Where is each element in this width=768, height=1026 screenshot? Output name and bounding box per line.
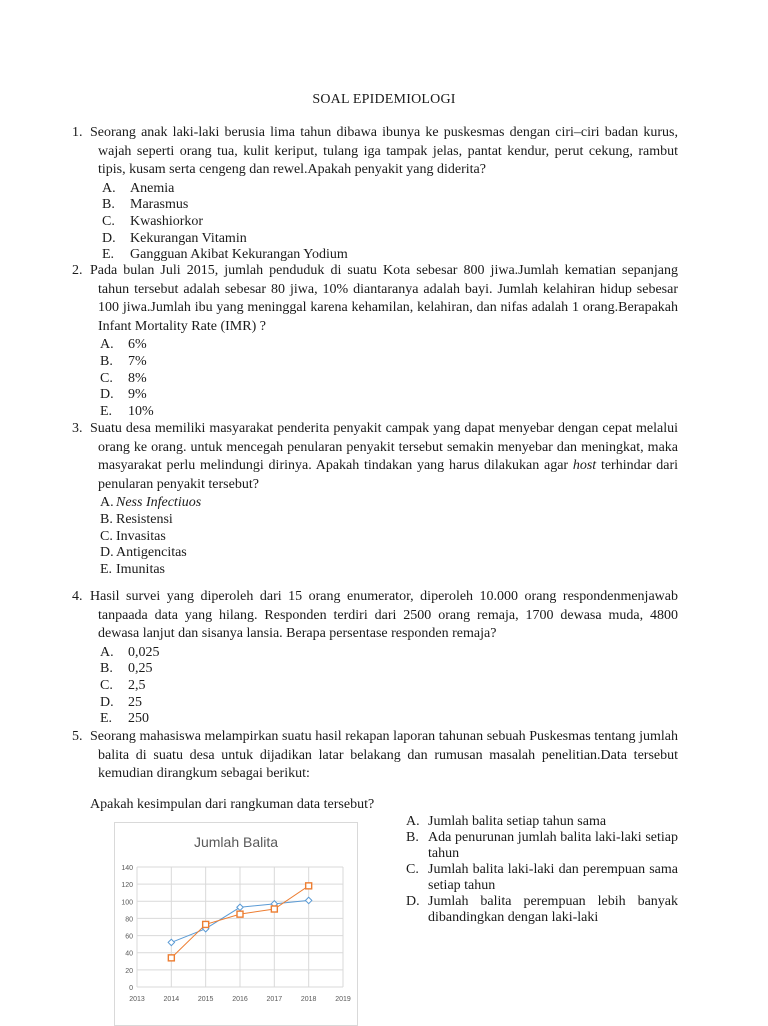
question-stem: Pada bulan Juli 2015, jumlah penduduk di suatu Kota sebesar 800 jiwa.Jumlah kematian sepanjang tahun tersebut adalah sebesar 80 jiwa, 10% diantaranya adalah bayi. Jumlah kelahiran hidup sebesar 100 jiwa.Jumlah ibu yang meninggal karena kehamilan, kelahiran, dan nifas adalah 1 orang.Berapakah Infant Mortality Rate (IMR) ? <box>90 263 678 334</box>
question-3 <box>72 420 678 578</box>
question-5-options <box>406 814 678 926</box>
option-list <box>102 181 678 264</box>
option-e[interactable]: E. Gangguan Akibat Kekurangan Yodium <box>102 247 348 263</box>
option-e[interactable]: E. Imunitas <box>100 561 165 577</box>
x-tick-label: 2013 <box>129 996 145 1003</box>
y-tick-label: 120 <box>121 882 133 890</box>
question-number: 5. <box>72 729 83 744</box>
y-tick-label: 40 <box>125 950 133 958</box>
question-stem: Suatu desa memiliki masyarakat penderita penyakit campak yang dapat menyebar dengan cepat melalui orang ke orang. untuk mencegah penularan penyakit tersebut semakin menyebar dan meningkat, maka masyarakat perlu melindungi dirinya. Apakah tindakan yang harus dilakukan agar host terhindar dari penularan penyakit tersebut? <box>90 421 679 492</box>
x-tick-label: 2017 <box>266 996 283 1003</box>
option-b[interactable]: B. Marasmus <box>102 197 189 213</box>
y-tick-label: 20 <box>125 967 133 975</box>
option-a[interactable]: A. Jumlah balita setiap tahun sama <box>406 814 607 829</box>
y-tick-label: 0 <box>129 985 133 992</box>
option-list <box>100 495 678 578</box>
series-2-point <box>168 955 174 961</box>
question-2 <box>72 262 678 420</box>
option-b[interactable]: B. Resistensi <box>100 511 173 527</box>
question-number: 3. <box>72 421 83 436</box>
series-2-point <box>306 883 312 889</box>
option-list <box>100 645 678 728</box>
question-number: 1. <box>72 125 83 140</box>
chart-svg <box>115 823 357 1025</box>
series-1-point <box>237 904 243 910</box>
y-tick-label: 80 <box>125 916 133 924</box>
x-tick-label: 2018 <box>300 996 317 1003</box>
series-1-point <box>305 897 311 903</box>
option-c[interactable]: C. Invasitas <box>100 528 166 544</box>
question-4 <box>72 588 678 728</box>
option-d[interactable]: D. 9% <box>100 387 147 403</box>
question-stem: Seorang anak laki-laki berusia lima tahun dibawa ibunya ke puskesmas dengan ciri–ciri badan kurus, wajah seperti orang tua, kulit keriput, tulang iga tampak jelas, pantat kendur, perut cekung, rambut tipis, kusam serta cengeng dan rewel.Apakah penyakit yang diderita? <box>90 125 678 178</box>
option-b[interactable]: B. Ada penurunan jumlah balita laki-laki setiap tahun <box>406 830 678 861</box>
option-e[interactable]: E. 250 <box>100 711 149 727</box>
option-b[interactable]: B. 0,25 <box>100 661 153 677</box>
question-number: 2. <box>72 263 83 278</box>
option-d[interactable]: D. Jumlah balita perempuan lebih banyak dibandingkan dengan laki-laki <box>406 894 678 925</box>
y-tick-label: 140 <box>121 865 133 872</box>
question-5-prompt: Apakah kesimpulan dari rangkuman data tersebut? <box>90 797 375 812</box>
option-b[interactable]: B. 7% <box>100 353 147 369</box>
series-2-point <box>237 911 243 917</box>
series-2-point <box>203 921 209 927</box>
chart-title: Jumlah Balita <box>193 834 279 850</box>
option-c[interactable]: C. 2,5 <box>100 677 146 693</box>
y-tick-label: 100 <box>121 899 133 907</box>
option-d[interactable]: D. Antigencitas <box>100 545 187 561</box>
question-5 <box>72 728 678 784</box>
option-a[interactable]: A. 0,025 <box>100 644 160 660</box>
option-a[interactable]: A. Anemia <box>102 180 175 196</box>
question-number: 4. <box>72 589 83 604</box>
option-c[interactable]: C. Jumlah balita laki-laki dan perempuan sama setiap tahun <box>406 862 678 893</box>
option-c[interactable]: C. Kwashiorkor <box>102 213 204 229</box>
option-a[interactable]: A. Ness Infectiuos <box>100 495 202 511</box>
question-1 <box>72 124 678 264</box>
jumlah-balita-chart <box>114 822 358 1026</box>
option-e[interactable]: E. 10% <box>100 403 154 419</box>
option-c[interactable]: C. 8% <box>100 370 147 386</box>
x-tick-label: 2019 <box>335 996 351 1003</box>
option-a[interactable]: A. 6% <box>100 337 147 353</box>
question-stem: Seorang mahasiswa melampirkan suatu hasil rekapan laporan tahunan sebuah Puskesmas tentang jumlah balita di suatu desa untuk dijadikan latar belakang dan rumusan masalah penelitian.Data tersebut kemudian dirangkum sebagai berikut: <box>90 729 678 782</box>
option-d[interactable]: D. Kekurangan Vitamin <box>102 230 247 246</box>
x-tick-label: 2014 <box>163 996 180 1003</box>
series-2-point <box>271 906 277 912</box>
x-tick-label: 2015 <box>197 996 214 1003</box>
y-tick-label: 60 <box>125 933 133 941</box>
option-list <box>100 337 678 420</box>
question-stem: Hasil survei yang diperoleh dari 15 orang enumerator, diperoleh 10.000 orang respondenmenjawab tanpaada data yang hilang. Responden terdiri dari 2500 orang remaja, 1700 dewasa muda, 4800 dewasa lanjut dan sisanya lansia. Berapa persentase responden remaja? <box>90 589 678 642</box>
series-1-point <box>168 939 174 945</box>
option-d[interactable]: D. 25 <box>100 694 142 710</box>
page-title: SOAL EPIDEMIOLOGI <box>312 92 456 107</box>
x-tick-label: 2016 <box>232 996 248 1003</box>
